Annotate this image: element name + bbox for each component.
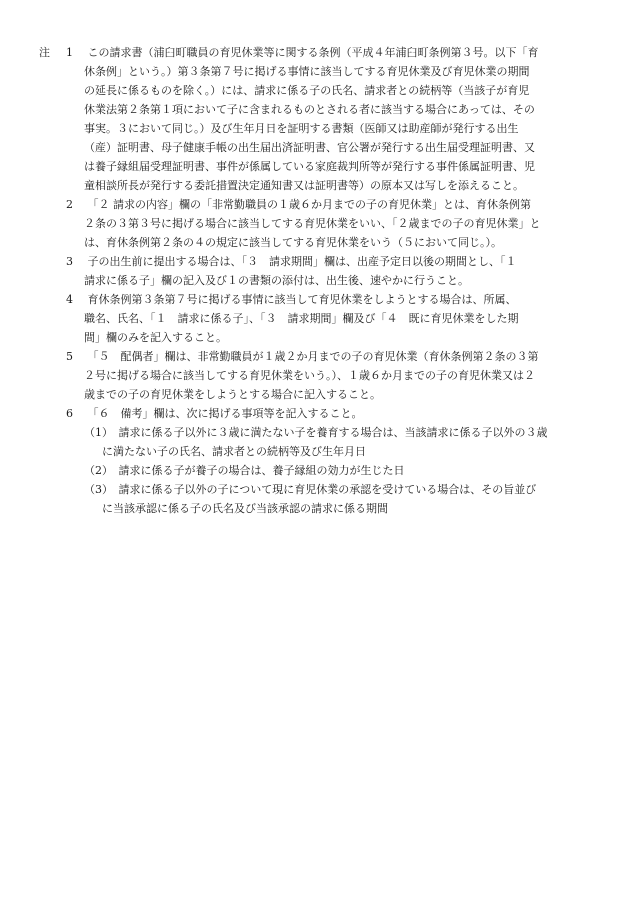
note-line: 2 「２ 請求の内容」欄の「非常勤職員の１歳６か月までの子の育児休業」とは、育休条例第	[66, 198, 531, 211]
note-line: （1） 請求に係る子以外に３歳に満たない子を養育する場合は、当該請求に係る子以外の３歳	[84, 426, 548, 439]
note-line: 休業法第２条第１項において子に含まれるものとされる者に該当する場合にあっては、その	[84, 103, 535, 116]
note-line: （3） 請求に係る子以外の子について現に育児休業の承認を受けている場合は、その旨並び	[84, 483, 537, 496]
note-line: は養子縁組届受理証明書、事件が係属している家庭裁判所等が発行する事件係属証明書、児	[84, 160, 535, 173]
note-line: 事実。３において同じ。）及び生年月日を証明する書類（医師又は助産師が発行する出生	[84, 122, 519, 135]
note-line: 1 この請求書（浦臼町職員の育児休業等に関する条例（平成４年浦臼町条例第３号。以下「育	[66, 46, 539, 59]
note-line: ２号に掲げる場合に該当してする育児休業をいう。）、１歳６か月までの子の育児休業又は２	[84, 369, 535, 382]
note-line: （産）証明書、母子健康手帳の出生届出済証明書、官公署が発行する出生届受理証明書、又	[84, 141, 535, 154]
note-line: 6 「６ 備考」欄は、次に掲げる事項等を記入すること。	[66, 407, 363, 420]
note-line: 3 子の出生前に提出する場合は、「３ 請求期間」欄は、出産予定日以後の期間とし、「１	[66, 255, 517, 268]
note-line: 4 育休条例第３条第７号に掲げる事情に該当して育児休業をしようとする場合は、所属、	[66, 293, 517, 306]
note-line: は、育休条例第２条の４の規定に該当してする育児休業をいう（５において同じ。）。	[84, 236, 502, 249]
note-line: 職名、氏名、「１ 請求に係る子」、「３ 請求期間」欄及び「４ 既に育児休業をした期	[84, 312, 519, 325]
note-line: に満たない子の氏名、請求者との続柄等及び生年月日	[102, 445, 366, 458]
note-line: の延長に係るものを除く。）には、請求に係る子の氏名、請求者との続柄等（当該子が育児	[84, 84, 530, 97]
note-line: 歳までの子の育児休業をしようとする場合に記入すること。	[84, 388, 381, 401]
notes-label: 注	[39, 46, 50, 59]
note-line: ２条の３第３号に掲げる場合に該当してする育児休業をいい、「２歳までの子の育児休業」と	[84, 217, 541, 230]
note-line: 5 「５ 配偶者」欄は、非常勤職員が１歳２か月までの子の育児休業（育休条例第２条の３第	[66, 350, 539, 363]
note-line: 間」欄のみを記入すること。	[84, 331, 227, 344]
note-line: 休条例」という。）第３条第７号に掲げる事情に該当してする育児休業及び育児休業の期間	[84, 65, 530, 78]
note-line: 請求に係る子」欄の記入及び１の書類の添付は、出生後、速やかに行うこと。	[84, 274, 469, 287]
note-line: 童相談所長が発行する委託措置決定通知書又は証明書等）の原本又は写しを添えること。	[84, 179, 524, 192]
note-line: （2） 請求に係る子が養子の場合は、養子縁組の効力が生じた日	[84, 464, 405, 477]
note-line: に当該承認に係る子の氏名及び当該承認の請求に係る期間	[102, 502, 388, 515]
